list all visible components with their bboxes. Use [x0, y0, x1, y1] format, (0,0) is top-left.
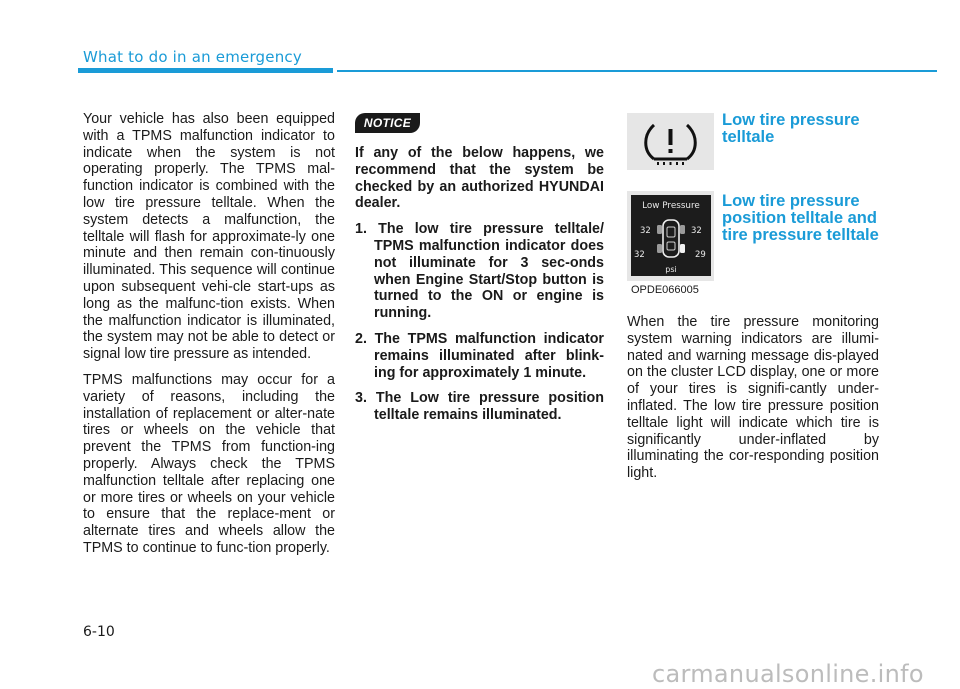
watermark: carmanualsonline.info [652, 660, 924, 688]
low-tire-pressure-telltale-figure [627, 113, 714, 170]
notice-intro: If any of the below happens, we recommend that the system be checked by an authorized HYUNDAI dealer. [355, 145, 604, 212]
heading-low-tire-pressure-telltale: Low tire pressure telltale [722, 111, 860, 146]
lcd-figure [627, 191, 714, 281]
page-number: 6-10 [83, 624, 115, 640]
tire-front-right-value: 32 [691, 226, 702, 236]
lcd-unit: psi [665, 265, 677, 274]
figure-code: OPDE066005 [631, 284, 699, 296]
notice-list [355, 221, 604, 424]
column-3 [627, 314, 879, 491]
notice-item-3: 3. The Low tire pressure position telltale remains illuminated. [355, 390, 604, 424]
column-1-paragraph-1: Your vehicle has also been equipped with a TPMS malfunction indicator to indicate when the system is not operating properly. The TPMS mal-function indicator is combined with the low tire pressure telltale. When the system detects a malfunction, the telltale will flash for approximate-ly one minute and then remain con-tinuously illuminated. This sequence will continue upon subsequent vehi-cle start-ups as long as the malfunc-tion exists. When the malfunction indicator is illuminated, the system may not be able to detect or signal low tire pressure as intended. [83, 111, 335, 363]
car-top-view-icon [653, 217, 689, 263]
notice-badge: NOTICE [355, 113, 420, 133]
header-rule-thick [78, 68, 333, 73]
header-rule-thin [337, 70, 937, 72]
low-tire-pressure-icon [627, 113, 714, 170]
column-1-paragraph-2: TPMS malfunctions may occur for a variety of reasons, including the installation of replacement or alter-nate tires or wheels on the vehicle that prevent the TPMS from function-ing properly. Always check the TPMS malfunction telltale after replacing one or more tires or wheels on your vehicle to ensure that the replace-ment or alternate tires and wheels allow the TPMS to continue to func-tion properly. [83, 371, 335, 556]
lcd-title: Low Pressure [642, 201, 700, 211]
notice-item-1: 1. The low tire pressure telltale/ TPMS malfunction indicator does not illuminate for 3 sec-onds when Engine Start/Stop button is turned to the ON or engine is running. [355, 221, 604, 322]
lcd-display [631, 195, 711, 276]
tire-rear-right-value: 29 [695, 250, 706, 260]
notice-item-2: 2. The TPMS malfunction indicator remains illuminated after blink-ing for approximately 1 minute. [355, 330, 604, 381]
column-1 [83, 111, 335, 566]
tire-front-left-value: 32 [640, 226, 651, 236]
column-2 [355, 145, 604, 433]
tire-rear-left-value: 32 [634, 250, 645, 260]
section-title: What to do in an emergency [83, 48, 302, 66]
heading-position-telltale: Low tire pressure position telltale and tire pressure telltale [722, 192, 879, 244]
column-3-paragraph: When the tire pressure monitoring system warning indicators are illumi-nated and warning message dis-played on the cluster LCD display, one or more of your tires is signifi-cantly under-inflated. The low tire pressure position telltale light will indicate which tire is significantly under-inflated by illuminating the cor-responding position light. [627, 314, 879, 482]
